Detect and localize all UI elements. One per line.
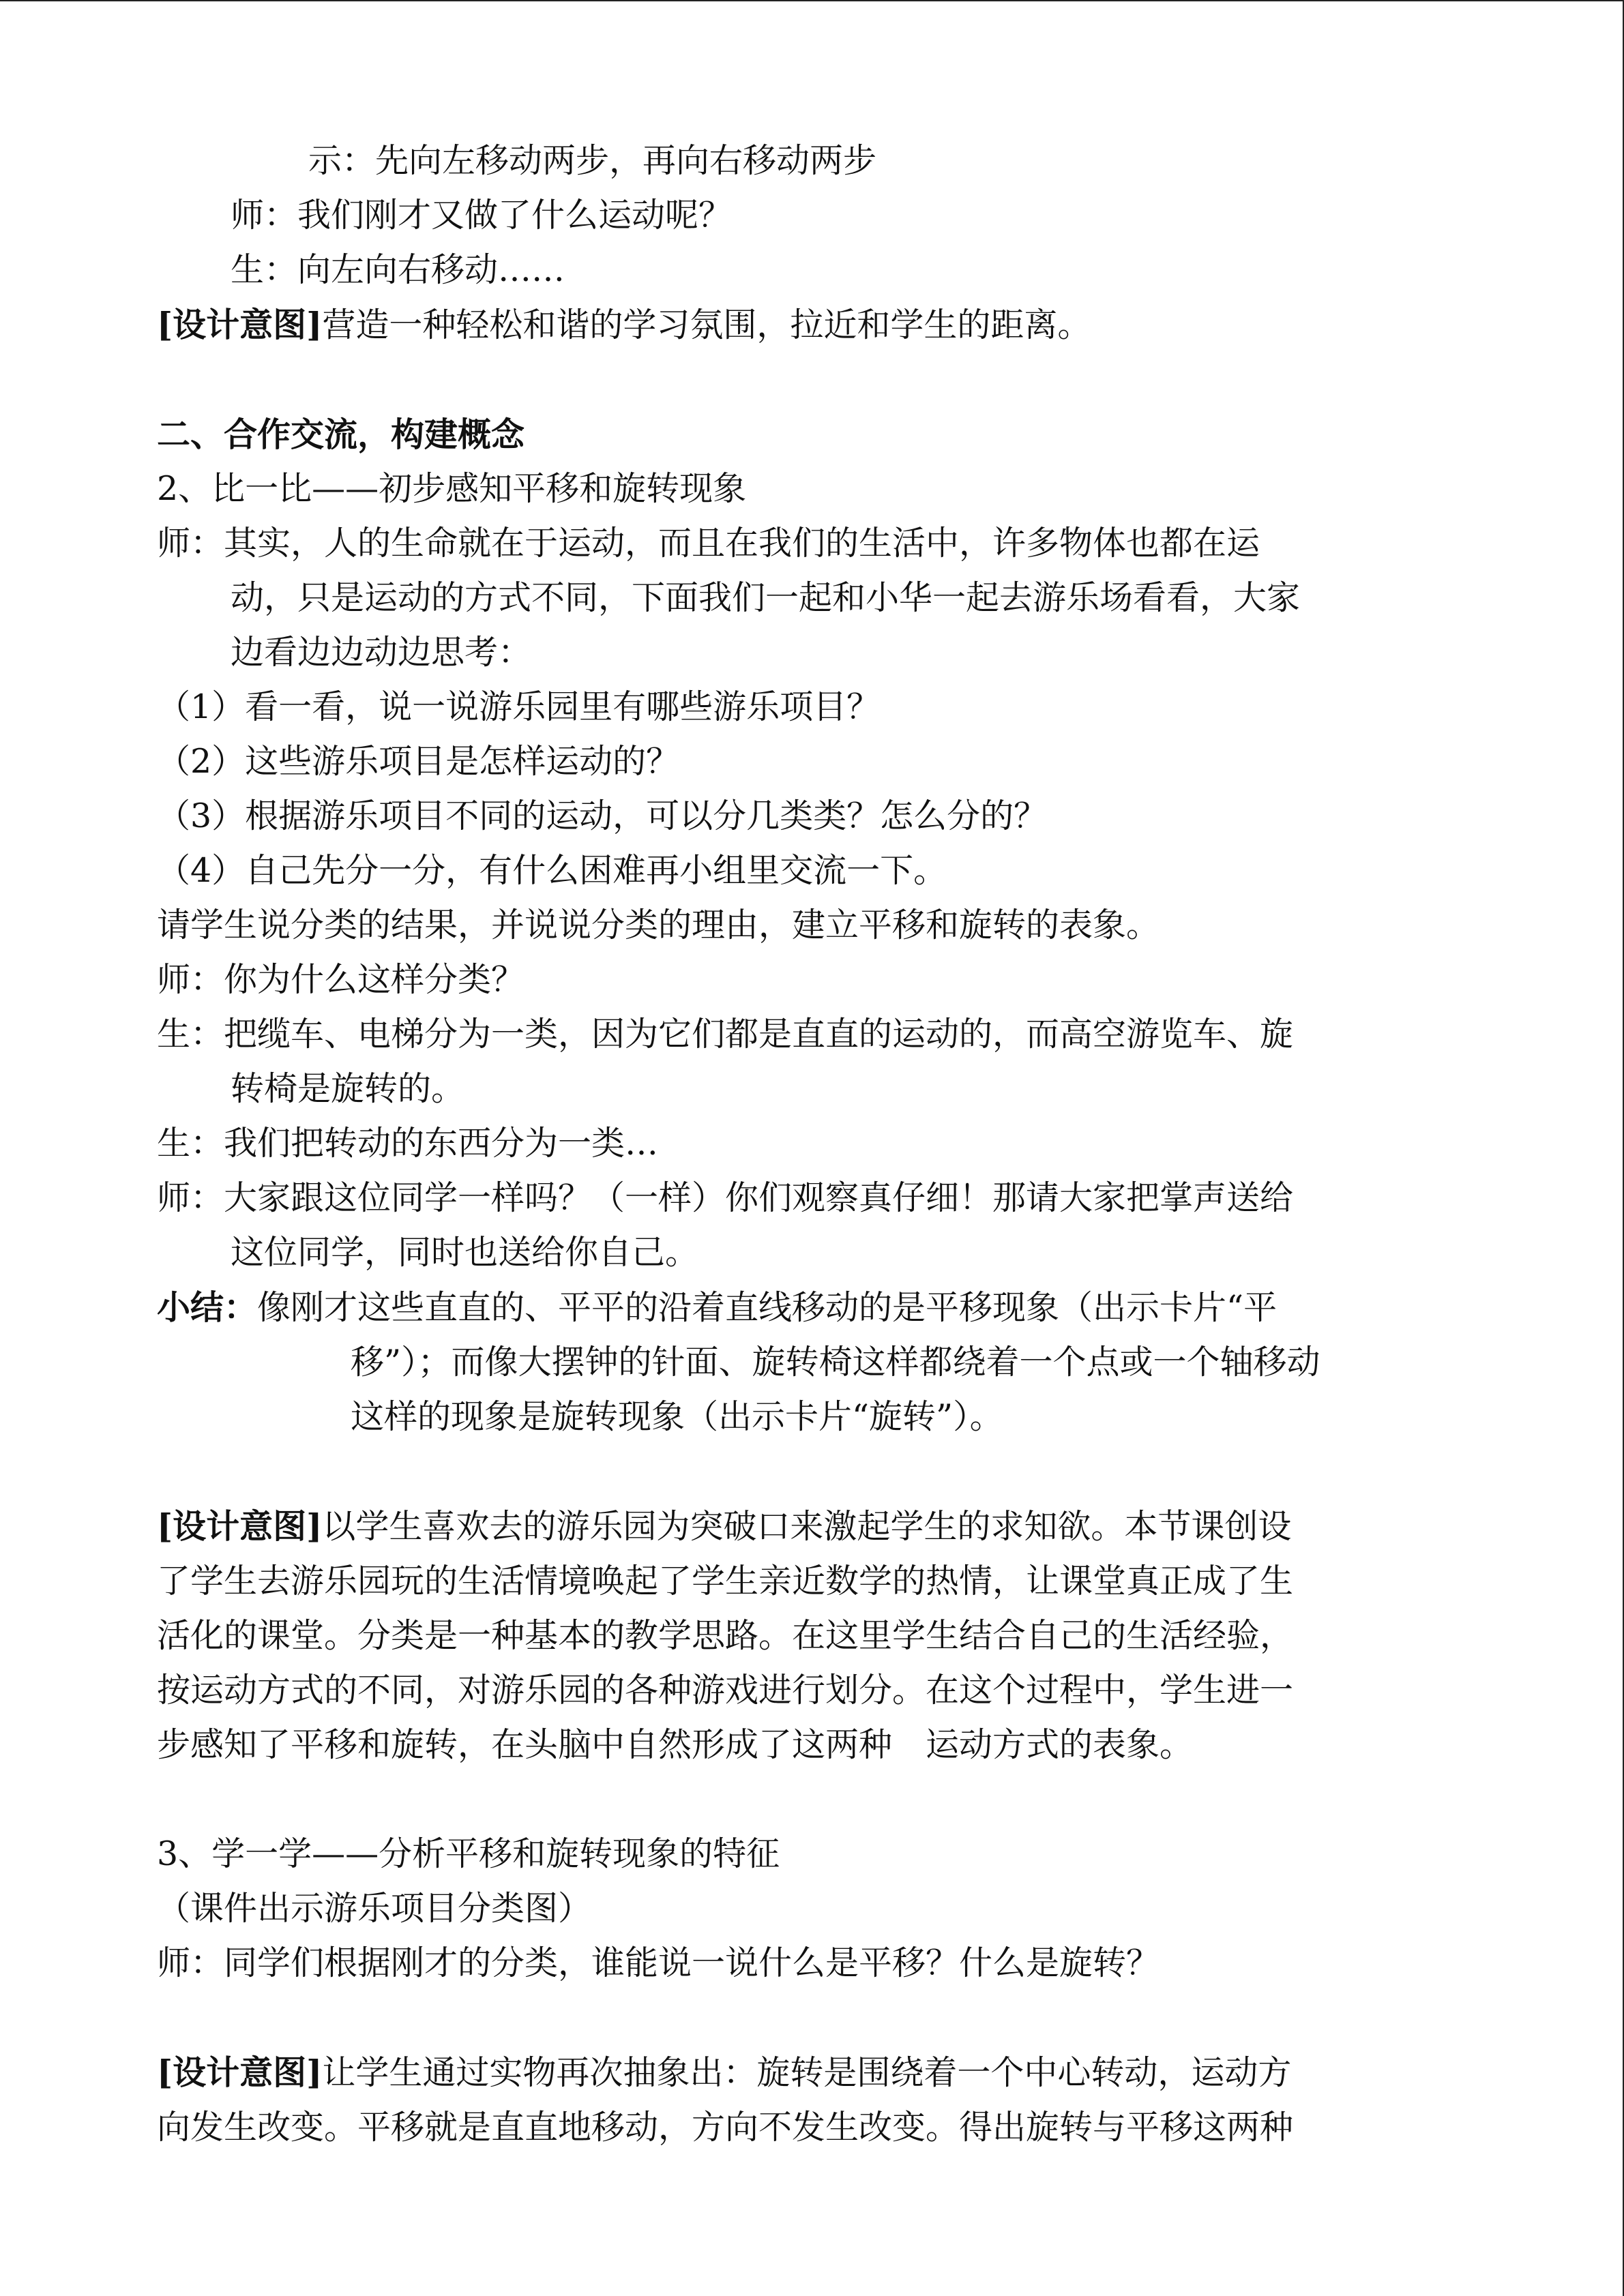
teacher-line-continuation: 这位同学，同时也送给你自己。 — [231, 1233, 699, 1272]
demo-line: 示：先向左移动两步，再向右移动两步 — [308, 141, 877, 180]
teacher-line: 师：我们刚才又做了什么运动呢？ — [231, 196, 733, 235]
question-item: （4）自己先分一分，有什么困难再小组里交流一下。 — [157, 851, 947, 890]
summary-continuation: 这样的现象是旋转现象（出示卡片“旋转”）。 — [351, 1397, 1003, 1436]
summary-line — [157, 1280, 1463, 1335]
teacher-line: 师：其实，人的生命就在于运动，而且在我们的生活中，许多物体也都在运 — [157, 524, 1260, 563]
student-line-continuation: 转椅是旋转的。 — [231, 1069, 465, 1108]
instruction-line: 请学生说分类的结果，并说说分类的理由，建立平移和旋转的表象。 — [157, 906, 1160, 944]
design-intent-tag: [设计意图] — [157, 2053, 323, 2092]
summary-text: 像刚才这些直直的、平平的沿着直线移动的是平移现象（出示卡片“平 — [257, 1288, 1278, 1327]
design-intent-text: 以学生喜欢去的游乐园为突破口来激起学生的求知欲。本节课创设 — [322, 1507, 1292, 1546]
teacher-line: 师：同学们根据刚才的分类，谁能说一说什么是平移？什么是旋转？ — [157, 1943, 1160, 1982]
question-item: （2）这些游乐项目是怎样运动的？ — [157, 742, 680, 781]
section-heading: 二、合作交流，构建概念 — [157, 415, 525, 454]
design-intent-tag: [设计意图] — [157, 1506, 323, 1546]
design-intent-tag: [设计意图] — [157, 305, 323, 344]
teacher-line-continuation: 边看边边动边思考： — [231, 633, 532, 672]
student-line: 生：把缆车、电梯分为一类，因为它们都是直直的运动的，而高空游览车、旋 — [157, 1015, 1294, 1054]
teacher-line: 师：你为什么这样分类？ — [157, 960, 525, 999]
design-intent-1 — [157, 297, 1463, 353]
student-line: 生：向左向右移动…… — [231, 250, 565, 289]
subsection-title: 3、学一学——分析平移和旋转现象的特征 — [157, 1834, 780, 1873]
design-intent-text: 让学生通过实物再次抽象出：旋转是围绕着一个中心转动，运动方 — [322, 2053, 1292, 2092]
courseware-note: （课件出示游乐项目分类图） — [157, 1889, 592, 1928]
teacher-line-continuation: 动，只是运动的方式不同，下面我们一起和小华一起去游乐场看看，大家 — [231, 578, 1301, 617]
design-intent-text: 活化的课堂。分类是一种基本的教学思路。在这里学生结合自己的生活经验， — [157, 1616, 1294, 1655]
teacher-line: 师：大家跟这位同学一样吗？（一样）你们观察真仔细！那请大家把掌声送给 — [157, 1178, 1294, 1217]
design-intent-text: 了学生去游乐园玩的生活情境唤起了学生亲近数学的热情，让课堂真正成了生 — [157, 1562, 1294, 1600]
design-intent-2 — [157, 1499, 1463, 1554]
student-line: 生：我们把转动的东西分为一类… — [157, 1124, 659, 1163]
subsection-title: 2、比一比——初步感知平移和旋转现象 — [157, 469, 747, 508]
design-intent-text: 按运动方式的不同，对游乐园的各种游戏进行划分。在这个过程中，学生进一 — [157, 1671, 1294, 1710]
design-intent-text: 营造一种轻松和谐的学习氛围，拉近和学生的距离。 — [322, 305, 1091, 344]
question-item: （3）根据游乐项目不同的运动，可以分几类类？怎么分的？ — [157, 796, 1048, 835]
design-intent-text: 向发生改变。平移就是直直地移动，方向不发生改变。得出旋转与平移这两种 — [157, 2108, 1294, 2147]
design-intent-3 — [157, 2045, 1463, 2100]
design-intent-text: 步感知了平移和旋转，在头脑中自然形成了这两种 运动方式的表象。 — [157, 1725, 1194, 1764]
top-border — [0, 0, 1624, 1]
question-item: （1）看一看，说一说游乐园里有哪些游乐项目？ — [157, 687, 881, 726]
summary-tag: 小结： — [157, 1287, 258, 1327]
document-content — [157, 134, 1463, 2155]
summary-continuation: 移”）；而像大摆钟的针面、旋转椅这样都绕着一个点或一个轴移动 — [351, 1343, 1320, 1382]
